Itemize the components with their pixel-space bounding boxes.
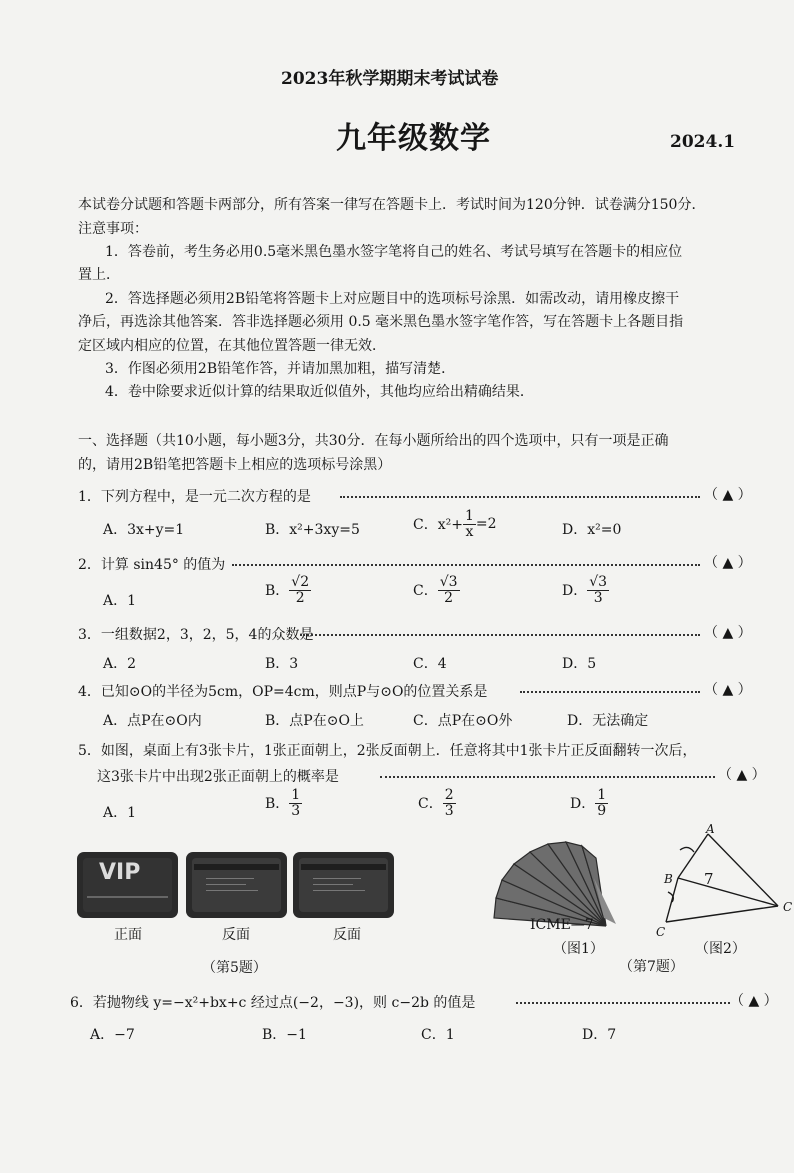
card-vip-text: VIP — [99, 860, 141, 885]
q3-option-c: C．4 — [413, 656, 447, 672]
q6-option-c: C．1 — [421, 1027, 455, 1043]
q5-option-d — [570, 788, 608, 818]
note-2: 2．答选择题必须用2B铅笔将答题卡上对应题目中的选项标号涂黑．如需改动，请用橡皮擦干 — [105, 291, 680, 307]
q2-stem: 2．计算 sin45° 的值为 — [78, 557, 226, 573]
q5-b-den: 3 — [291, 802, 301, 819]
fig1-caption: （图1） — [553, 941, 604, 957]
q2-answer-mark: （ ▲ ） — [704, 555, 752, 571]
note-4: 4．卷中除要求近似计算的结果取近似值外，其他均应给出精确结果． — [105, 384, 534, 400]
q6-answer-mark: （ ▲ ） — [730, 993, 778, 1009]
section-heading-cont: 的，请用2B铅笔把答题卡上相应的选项标号涂黑） — [78, 457, 392, 473]
q1-c-num: 1 — [464, 508, 474, 524]
q2-option-a: A．1 — [103, 593, 137, 609]
exam-date: 2024.1 — [670, 132, 736, 152]
q3-option-a: A．2 — [103, 656, 137, 672]
q6-option-d: D．7 — [582, 1027, 617, 1043]
q5-d-num: 1 — [597, 787, 607, 803]
card-label-front: 正面 — [114, 927, 142, 943]
q2-d-label: D． — [562, 583, 588, 600]
q4-option-a: A．点P在⊙O内 — [103, 713, 202, 729]
q5-option-a: A．1 — [103, 805, 137, 821]
q5-stem-cont: 这3张卡片中出现2张正面朝上的概率是 — [97, 769, 339, 785]
section-heading: 一、选择题（共10小题，每小题3分，共30分．在每小题所给出的四个选项中，只有一项是正确 — [78, 433, 669, 449]
q1-option-b: B．x²+3xy=5 — [265, 522, 360, 538]
card-label-back-2: 反面 — [333, 927, 361, 943]
note-2-cont: 净后，再选涂其他答案．答非选择题必须用 0.5 毫米黑色墨水签字笔作答，写在答题卡上各题目指 — [78, 314, 684, 330]
q1-stem: 1．下列方程中，是一元二次方程的是 — [78, 489, 311, 505]
q5-c-label: C． — [418, 796, 443, 813]
q1-leader — [340, 496, 700, 498]
segment-cc-prime — [666, 906, 778, 922]
q2-leader — [232, 564, 700, 566]
q4-answer-mark: （ ▲ ） — [704, 682, 752, 698]
q2-d-den: 3 — [593, 589, 603, 606]
q4-option-c: C．点P在⊙O外 — [413, 713, 513, 729]
q2-c-num: √3 — [439, 574, 458, 590]
q4-option-d: D．无法确定 — [567, 713, 649, 729]
note-1-cont: 置上． — [78, 267, 120, 283]
note-3: 3．作图必须用2B铅笔作答，并请加黑加粗，描写清楚． — [105, 361, 456, 377]
q5-stem: 5．如图，桌面上有3张卡片，1张正面朝上，2张反面朝上．任意将其中1张卡片正反面翻转一次后， — [78, 743, 697, 759]
q2-option-c — [413, 575, 460, 605]
q2-d-num: √3 — [589, 574, 608, 590]
q1-c-den: x — [465, 523, 474, 540]
q6-option-a: A．−7 — [90, 1027, 135, 1043]
fig2-caption: （图2） — [695, 941, 746, 957]
q5-b-num: 1 — [291, 787, 301, 803]
q1-answer-mark: （ ▲ ） — [704, 487, 752, 503]
q2-b-num: √2 — [291, 574, 310, 590]
q1-option-d: D．x²=0 — [562, 522, 622, 538]
notice-title: 注意事项： — [78, 221, 148, 237]
tri-label-c: C — [656, 925, 666, 939]
q5-c-den: 3 — [444, 802, 454, 819]
q3-option-b: B．3 — [265, 656, 299, 672]
tri-label-a: A — [706, 822, 715, 836]
q2-b-den: 2 — [295, 589, 305, 606]
q1-c-fraction — [463, 509, 476, 539]
q5-answer-mark: （ ▲ ） — [718, 767, 766, 783]
q2-b-label: B． — [265, 583, 290, 600]
q6-stem: 6．若抛物线 y=−x²+bx+c 经过点(−2，−3)，则 c−2b 的值是 — [70, 995, 476, 1011]
q4-option-b: B．点P在⊙O上 — [265, 713, 364, 729]
q2-option-d — [562, 575, 609, 605]
q5-d-label: D． — [570, 796, 596, 813]
note-1: 1．答卷前，考生务必用0.5毫米黑色墨水签字笔将自己的姓名、考试号填写在答题卡的相应位 — [105, 244, 683, 260]
q1-option-a: A．3x+y=1 — [103, 522, 185, 538]
card-back-2 — [293, 852, 394, 918]
q1-c-prefix: C．x²+ — [413, 517, 463, 534]
q5-leader — [380, 776, 715, 778]
card-front — [77, 852, 178, 918]
intro-line: 本试卷分试题和答题卡两部分，所有答案一律写在答题卡上．考试时间为120分钟．试卷满分150分． — [78, 197, 706, 213]
q6-option-b: B．−1 — [262, 1027, 307, 1043]
tri-label-seven: 7 — [704, 870, 714, 888]
q1-c-suffix: =2 — [475, 516, 497, 533]
q3-leader — [300, 634, 700, 636]
segment-ac-prime — [708, 834, 778, 906]
q4-stem: 4．已知⊙O的半径为5cm，OP=4cm，则点P与⊙O的位置关系是 — [78, 684, 488, 700]
subject-title: 九年级数学 — [336, 121, 491, 156]
exam-title: 2023年秋学期期末考试试卷 — [281, 69, 499, 89]
q3-stem: 3．一组数据2，3，2，5，4的众数是 — [78, 627, 314, 643]
q4-leader — [520, 691, 700, 693]
fig7-caption: （第7题） — [619, 959, 684, 975]
q5-option-b — [265, 788, 302, 818]
segment-bc-prime — [678, 878, 778, 906]
q5-option-c — [418, 788, 456, 818]
note-2-cont2: 定区域内相应的位置，在其他位置答题一律无效． — [78, 338, 386, 354]
card-back-1 — [186, 852, 287, 918]
icme-label: ICME—7 — [530, 917, 594, 933]
q3-option-d: D．5 — [562, 656, 597, 672]
q5-b-label: B． — [265, 796, 290, 813]
q5-c-num: 2 — [444, 787, 454, 803]
q6-leader — [516, 1002, 730, 1004]
q5-d-den: 9 — [597, 802, 607, 819]
q2-option-b — [265, 575, 311, 605]
q2-c-label: C． — [413, 583, 438, 600]
q2-c-den: 2 — [444, 589, 454, 606]
tri-label-c-prime: C — [783, 900, 793, 914]
q3-answer-mark: （ ▲ ） — [704, 625, 752, 641]
q1-option-c — [413, 509, 497, 539]
card-label-back-1: 反面 — [222, 927, 250, 943]
tri-label-b: B — [664, 872, 673, 886]
fig5-caption: （第5题） — [202, 960, 267, 976]
